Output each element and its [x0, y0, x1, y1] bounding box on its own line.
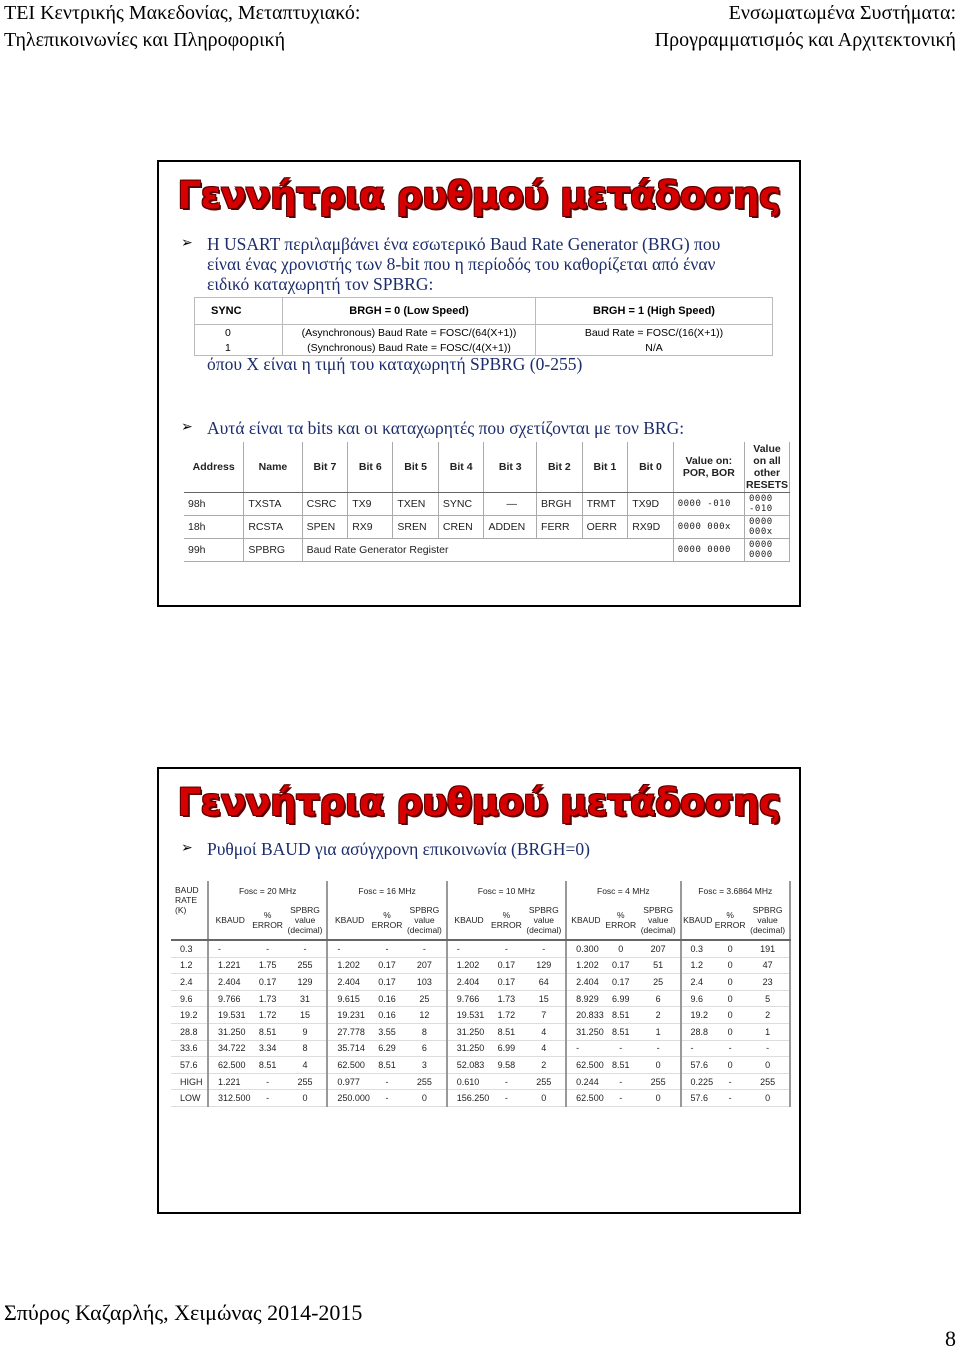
- column-header: KBAUD: [681, 901, 715, 940]
- table-row: [184, 493, 790, 516]
- table-cell: 62.500: [208, 1057, 252, 1074]
- table-cell: 19.2: [171, 1007, 208, 1024]
- table-cell: CSRC: [302, 493, 348, 516]
- table-row: [171, 974, 790, 991]
- table-cell: 9.6: [171, 990, 208, 1007]
- table-cell: 0: [714, 940, 746, 957]
- table-cell: -: [746, 1040, 790, 1057]
- table-cell: 0.16: [371, 990, 403, 1007]
- table-row: [195, 325, 773, 341]
- table-cell: 31.250: [208, 1023, 252, 1040]
- table-cell: —: [484, 493, 537, 516]
- table-row: [171, 1040, 790, 1057]
- table-cell: 2.404: [327, 974, 371, 991]
- table-cell: ADDEN: [484, 516, 537, 539]
- table-cell: 207: [403, 957, 447, 974]
- brg-registers-table: [184, 442, 790, 562]
- table-cell: 2.4: [171, 974, 208, 991]
- column-header: KBAUD: [208, 901, 252, 940]
- header-right: [655, 0, 956, 54]
- table-cell: 255: [746, 1073, 790, 1090]
- table-header-row: [195, 298, 773, 325]
- table-cell: 0: [714, 1057, 746, 1074]
- table-row: [171, 990, 790, 1007]
- table-cell: RX9D: [628, 516, 673, 539]
- table-cell: 12: [403, 1007, 447, 1024]
- table-cell: 0: [714, 1007, 746, 1024]
- table-cell: HIGH: [171, 1073, 208, 1090]
- table-cell: 1.221: [208, 957, 252, 974]
- table-cell: 3.55: [371, 1023, 403, 1040]
- bullet-line: είναι ένας χρονιστής των 8-bit που η περίοδός του καθορίζεται από έναν: [207, 254, 716, 274]
- table-cell: TRMT: [582, 493, 628, 516]
- bullet-line: ειδικό καταχωρητή τον SPBRG:: [207, 274, 434, 294]
- arrow-bullet-icon: ➢: [181, 420, 193, 435]
- column-header: SPBRG value (decimal): [522, 901, 566, 940]
- table-cell: 0.3: [681, 940, 715, 957]
- slide-2: [157, 767, 801, 1214]
- table-cell: 129: [522, 957, 566, 974]
- table-cell: 1.221: [208, 1073, 252, 1090]
- table-cell: -: [208, 940, 252, 957]
- table-cell: 1.72: [490, 1007, 522, 1024]
- table-cell: 2.404: [566, 974, 605, 991]
- table-cell: 8.51: [252, 1057, 284, 1074]
- table-cell: 6.29: [371, 1040, 403, 1057]
- table-cell: 0.17: [252, 974, 284, 991]
- table-cell: 4: [284, 1057, 328, 1074]
- table-cell: 8.51: [252, 1023, 284, 1040]
- table-row: [171, 1023, 790, 1040]
- table-cell: 1: [746, 1023, 790, 1040]
- table-cell: -: [252, 1073, 284, 1090]
- table-cell: 2: [522, 1057, 566, 1074]
- column-header: SPBRG value (decimal): [284, 901, 328, 940]
- table-cell: 312.500: [208, 1090, 252, 1107]
- table-cell: 1: [195, 340, 283, 356]
- table-cell: -: [252, 1090, 284, 1107]
- table-cell: 28.8: [681, 1023, 715, 1040]
- table-cell: -: [447, 940, 491, 957]
- table-cell: -: [490, 940, 522, 957]
- table-cell: 255: [637, 1073, 681, 1090]
- column-header: Value on: POR, BOR: [673, 442, 744, 493]
- table-cell: LOW: [171, 1090, 208, 1107]
- table-cell: 19.531: [208, 1007, 252, 1024]
- table-cell: 6: [637, 990, 681, 1007]
- table-cell: 20.833: [566, 1007, 605, 1024]
- bullet-line: Ρυθμοί BAUD για ασύγχρονη επικοινωνία (BRGH=0): [207, 839, 590, 859]
- table-header-row: [171, 881, 790, 901]
- table-cell: 57.6: [681, 1057, 715, 1074]
- column-header: BRGH = 0 (Low Speed): [283, 298, 536, 325]
- fosc-group-header: Fosc = 4 MHz: [566, 881, 680, 901]
- table-cell: 0.225: [681, 1073, 715, 1090]
- slide-1: [157, 160, 801, 607]
- column-header: Bit 6: [348, 442, 393, 493]
- table-cell: 98h: [184, 493, 244, 516]
- table-cell: 2.404: [208, 974, 252, 991]
- fosc-group-header: Fosc = 20 MHz: [208, 881, 327, 901]
- slide-title: Γεννήτρια ρυθμού μετάδοσης: [177, 781, 781, 824]
- table-cell: 191: [746, 940, 790, 957]
- table-cell: 9.6: [681, 990, 715, 1007]
- table-cell: 129: [284, 974, 328, 991]
- table-cell: 0: [637, 1057, 681, 1074]
- column-header: SPBRG value (decimal): [637, 901, 681, 940]
- table-cell: 8.929: [566, 990, 605, 1007]
- table-cell: -: [681, 1040, 715, 1057]
- table-cell: 6.99: [605, 990, 637, 1007]
- column-header: Name: [244, 442, 302, 493]
- fosc-group-header: Fosc = 16 MHz: [327, 881, 446, 901]
- column-header: Bit 0: [628, 442, 673, 493]
- table-cell: TX9D: [628, 493, 673, 516]
- bullet-registers: [181, 418, 781, 438]
- table-cell: 0000 -010: [673, 493, 744, 516]
- header-course-subtitle: Προγραμματισμός και Αρχιτεκτονική: [654, 29, 956, 51]
- table-cell: -: [327, 940, 371, 957]
- table-cell: 1: [637, 1023, 681, 1040]
- column-header: Bit 2: [537, 442, 583, 493]
- table-cell: 0.17: [371, 974, 403, 991]
- table-cell: 52.083: [447, 1057, 491, 1074]
- column-header: SPBRG value (decimal): [746, 901, 790, 940]
- column-header: % ERROR: [490, 901, 522, 940]
- header-program: Τηλεπικοινωνίες και Πληροφορική: [4, 29, 286, 51]
- table-cell: 255: [284, 957, 328, 974]
- column-header: Bit 4: [438, 442, 484, 493]
- column-header: KBAUD: [327, 901, 371, 940]
- column-header: Address: [184, 442, 244, 493]
- table-cell: 0.300: [566, 940, 605, 957]
- table-cell: 0.17: [490, 974, 522, 991]
- table-cell: -: [371, 1090, 403, 1107]
- table-cell: 0.17: [490, 957, 522, 974]
- table-cell: 25: [403, 990, 447, 1007]
- table-cell: BRGH: [537, 493, 583, 516]
- table-cell: 3.34: [252, 1040, 284, 1057]
- table-cell: 0000 0000: [744, 539, 789, 562]
- table-cell: -: [605, 1090, 637, 1107]
- table-cell: 31.250: [447, 1040, 491, 1057]
- table-cell: TXSTA: [244, 493, 302, 516]
- table-cell: -: [371, 1073, 403, 1090]
- table-cell: 0: [714, 974, 746, 991]
- baud-rate-header: BAUD RATE (K): [171, 881, 208, 940]
- table-cell: 1.2: [171, 957, 208, 974]
- table-cell: -: [371, 940, 403, 957]
- column-header: % ERROR: [605, 901, 637, 940]
- table-cell: 0: [714, 990, 746, 1007]
- table-cell: 255: [403, 1073, 447, 1090]
- table-cell: 34.722: [208, 1040, 252, 1057]
- table-cell: 33.6: [171, 1040, 208, 1057]
- table-cell: 0.17: [605, 974, 637, 991]
- table-cell: 1.202: [566, 957, 605, 974]
- table-cell: 62.500: [566, 1057, 605, 1074]
- table-row: [171, 940, 790, 957]
- table-cell: 3: [403, 1057, 447, 1074]
- table-cell: SPBRG: [244, 539, 302, 562]
- column-header: SYNC: [195, 298, 283, 325]
- table-cell: -: [490, 1090, 522, 1107]
- table-cell: 1.72: [252, 1007, 284, 1024]
- table-cell: 31: [284, 990, 328, 1007]
- table-row: [184, 539, 790, 562]
- table-cell: 6.99: [490, 1040, 522, 1057]
- table-cell: 0.17: [605, 957, 637, 974]
- table-cell: Baud Rate Generator Register: [302, 539, 673, 562]
- table-cell: 99h: [184, 539, 244, 562]
- table-cell: 6: [403, 1040, 447, 1057]
- slide-title: Γεννήτρια ρυθμού μετάδοσης: [177, 174, 781, 217]
- bullet-line: Η USART περιλαμβάνει ένα εσωτερικό Baud Rate Generator (BRG) που: [207, 234, 721, 254]
- table-header-row: [184, 442, 790, 493]
- table-cell: 8.51: [605, 1057, 637, 1074]
- column-header: KBAUD: [447, 901, 491, 940]
- table-cell: SYNC: [438, 493, 484, 516]
- header-left: [4, 0, 360, 54]
- column-header: Bit 5: [393, 442, 439, 493]
- table-cell: SREN: [393, 516, 439, 539]
- table-cell: -: [605, 1073, 637, 1090]
- column-header: % ERROR: [252, 901, 284, 940]
- table-cell: 31.250: [566, 1023, 605, 1040]
- table-cell: TX9: [348, 493, 393, 516]
- table-cell: 31.250: [447, 1023, 491, 1040]
- table-cell: 1.202: [447, 957, 491, 974]
- table-cell: -: [522, 940, 566, 957]
- table-cell: 0.3: [171, 940, 208, 957]
- table-cell: 0.17: [371, 957, 403, 974]
- table-cell: 4: [522, 1040, 566, 1057]
- table-cell: -: [252, 940, 284, 957]
- table-cell: -: [566, 1040, 605, 1057]
- table-cell: 35.714: [327, 1040, 371, 1057]
- table-row: [171, 1073, 790, 1090]
- table-cell: -: [284, 940, 328, 957]
- table-cell: 0: [714, 957, 746, 974]
- header-institution: ΤΕΙ Κεντρικής Μακεδονίας, Μεταπτυχιακό:: [4, 2, 361, 24]
- table-cell: FERR: [537, 516, 583, 539]
- table-cell: 47: [746, 957, 790, 974]
- table-cell: 64: [522, 974, 566, 991]
- table-cell: -: [714, 1073, 746, 1090]
- table-cell: 0: [522, 1090, 566, 1107]
- column-header: % ERROR: [371, 901, 403, 940]
- table-row: [184, 516, 790, 539]
- table-cell: 156.250: [447, 1090, 491, 1107]
- table-cell: 1.73: [252, 990, 284, 1007]
- table-cell: 4: [522, 1023, 566, 1040]
- table-cell: 5: [746, 990, 790, 1007]
- table-cell: 28.8: [171, 1023, 208, 1040]
- column-header: Bit 7: [302, 442, 348, 493]
- column-header: Value on all other RESETS: [745, 443, 788, 491]
- table-cell: RCSTA: [244, 516, 302, 539]
- table-cell: 0000 000x: [744, 516, 789, 539]
- table-cell: 0: [637, 1090, 681, 1107]
- table-cell: (Synchronous) Baud Rate = FOSC/(4(X+1)): [283, 340, 536, 356]
- spbrg-note: όπου X είναι η τιμή του καταχωρητή SPBRG (0-255): [207, 354, 583, 374]
- table-cell: -: [605, 1040, 637, 1057]
- table-cell: 2.4: [681, 974, 715, 991]
- table-cell: 0: [284, 1090, 328, 1107]
- bullet-line: Αυτά είναι τα bits και οι καταχωρητές που σχετίζονται με τον BRG:: [207, 418, 685, 438]
- table-cell: (Asynchronous) Baud Rate = FOSC/(64(X+1)): [283, 325, 536, 341]
- table-cell: 255: [522, 1073, 566, 1090]
- table-cell: 0: [403, 1090, 447, 1107]
- fosc-group-header: Fosc = 10 MHz: [447, 881, 566, 901]
- table-cell: 0.16: [371, 1007, 403, 1024]
- table-cell: 15: [284, 1007, 328, 1024]
- table-cell: 8.51: [371, 1057, 403, 1074]
- table-cell: 25: [637, 974, 681, 991]
- table-cell: 1.2: [681, 957, 715, 974]
- table-cell: 57.6: [171, 1057, 208, 1074]
- table-cell: 62.500: [566, 1090, 605, 1107]
- table-cell: 1.202: [327, 957, 371, 974]
- column-header: % ERROR: [714, 901, 746, 940]
- table-cell: 27.778: [327, 1023, 371, 1040]
- table-cell: RX9: [348, 516, 393, 539]
- arrow-bullet-icon: ➢: [181, 236, 193, 251]
- table-row: [171, 1057, 790, 1074]
- table-cell: 19.2: [681, 1007, 715, 1024]
- table-cell: 8: [403, 1023, 447, 1040]
- table-cell: 2: [637, 1007, 681, 1024]
- table-cell: 9.615: [327, 990, 371, 1007]
- table-cell: 1.75: [252, 957, 284, 974]
- table-cell: 7: [522, 1007, 566, 1024]
- fosc-group-header: Fosc = 3.6864 MHz: [681, 881, 790, 901]
- column-header: Bit 1: [582, 442, 628, 493]
- header-course: Ενσωματωμένα Συστήματα:: [728, 2, 956, 24]
- table-cell: -: [403, 940, 447, 957]
- table-cell: 9.766: [208, 990, 252, 1007]
- bullet-baud-rates: [181, 839, 781, 859]
- table-cell: 62.500: [327, 1057, 371, 1074]
- table-cell: 57.6: [681, 1090, 715, 1107]
- column-header: Bit 3: [484, 442, 537, 493]
- table-row: [171, 1007, 790, 1024]
- table-cell: Baud Rate = FOSC/(16(X+1)): [536, 325, 773, 341]
- table-row: [171, 1090, 790, 1107]
- table-cell: 0: [714, 1023, 746, 1040]
- table-cell: -: [714, 1040, 746, 1057]
- bullet-brg-description: [181, 234, 781, 294]
- table-cell: 250.000: [327, 1090, 371, 1107]
- table-cell: 255: [284, 1073, 328, 1090]
- table-cell: 0: [746, 1057, 790, 1074]
- table-cell: 2.404: [447, 974, 491, 991]
- table-cell: 9: [284, 1023, 328, 1040]
- table-cell: 0.977: [327, 1073, 371, 1090]
- table-cell: 15: [522, 990, 566, 1007]
- table-cell: 19.531: [447, 1007, 491, 1024]
- page-number: 8: [945, 1326, 956, 1351]
- column-header: KBAUD: [566, 901, 605, 940]
- footer-author: Σπύρος Καζαρλής, Χειμώνας 2014-2015: [4, 1300, 363, 1325]
- table-cell: OERR: [582, 516, 628, 539]
- column-header: SPBRG value (decimal): [403, 901, 447, 940]
- table-cell: 9.766: [447, 990, 491, 1007]
- table-cell: 0.244: [566, 1073, 605, 1090]
- table-cell: SPEN: [302, 516, 348, 539]
- table-cell: -: [714, 1090, 746, 1107]
- table-cell: 103: [403, 974, 447, 991]
- table-cell: CREN: [438, 516, 484, 539]
- table-cell: TXEN: [393, 493, 439, 516]
- table-cell: 0000 0000: [673, 539, 744, 562]
- table-cell: 8.51: [490, 1023, 522, 1040]
- table-cell: 19.231: [327, 1007, 371, 1024]
- table-cell: -: [490, 1073, 522, 1090]
- column-header: BRGH = 1 (High Speed): [536, 298, 773, 325]
- table-cell: 0000 -010: [744, 493, 789, 516]
- table-cell: N/A: [536, 340, 773, 356]
- table-cell: 18h: [184, 516, 244, 539]
- table-cell: 2: [746, 1007, 790, 1024]
- table-cell: 207: [637, 940, 681, 957]
- arrow-bullet-icon: ➢: [181, 841, 193, 856]
- table-header-row: [171, 901, 790, 940]
- table-cell: 8.51: [605, 1023, 637, 1040]
- table-cell: 9.58: [490, 1057, 522, 1074]
- table-cell: 0.610: [447, 1073, 491, 1090]
- table-cell: 1.73: [490, 990, 522, 1007]
- table-cell: 8.51: [605, 1007, 637, 1024]
- table-cell: 51: [637, 957, 681, 974]
- table-cell: 8: [284, 1040, 328, 1057]
- table-cell: 0: [605, 940, 637, 957]
- table-cell: 0000 000x: [673, 516, 744, 539]
- table-row: [171, 957, 790, 974]
- baud-rate-table: [171, 881, 791, 1107]
- brg-formula-table: [194, 297, 773, 356]
- table-cell: -: [637, 1040, 681, 1057]
- table-cell: 23: [746, 974, 790, 991]
- table-cell: 0: [195, 325, 283, 341]
- table-cell: 0: [746, 1090, 790, 1107]
